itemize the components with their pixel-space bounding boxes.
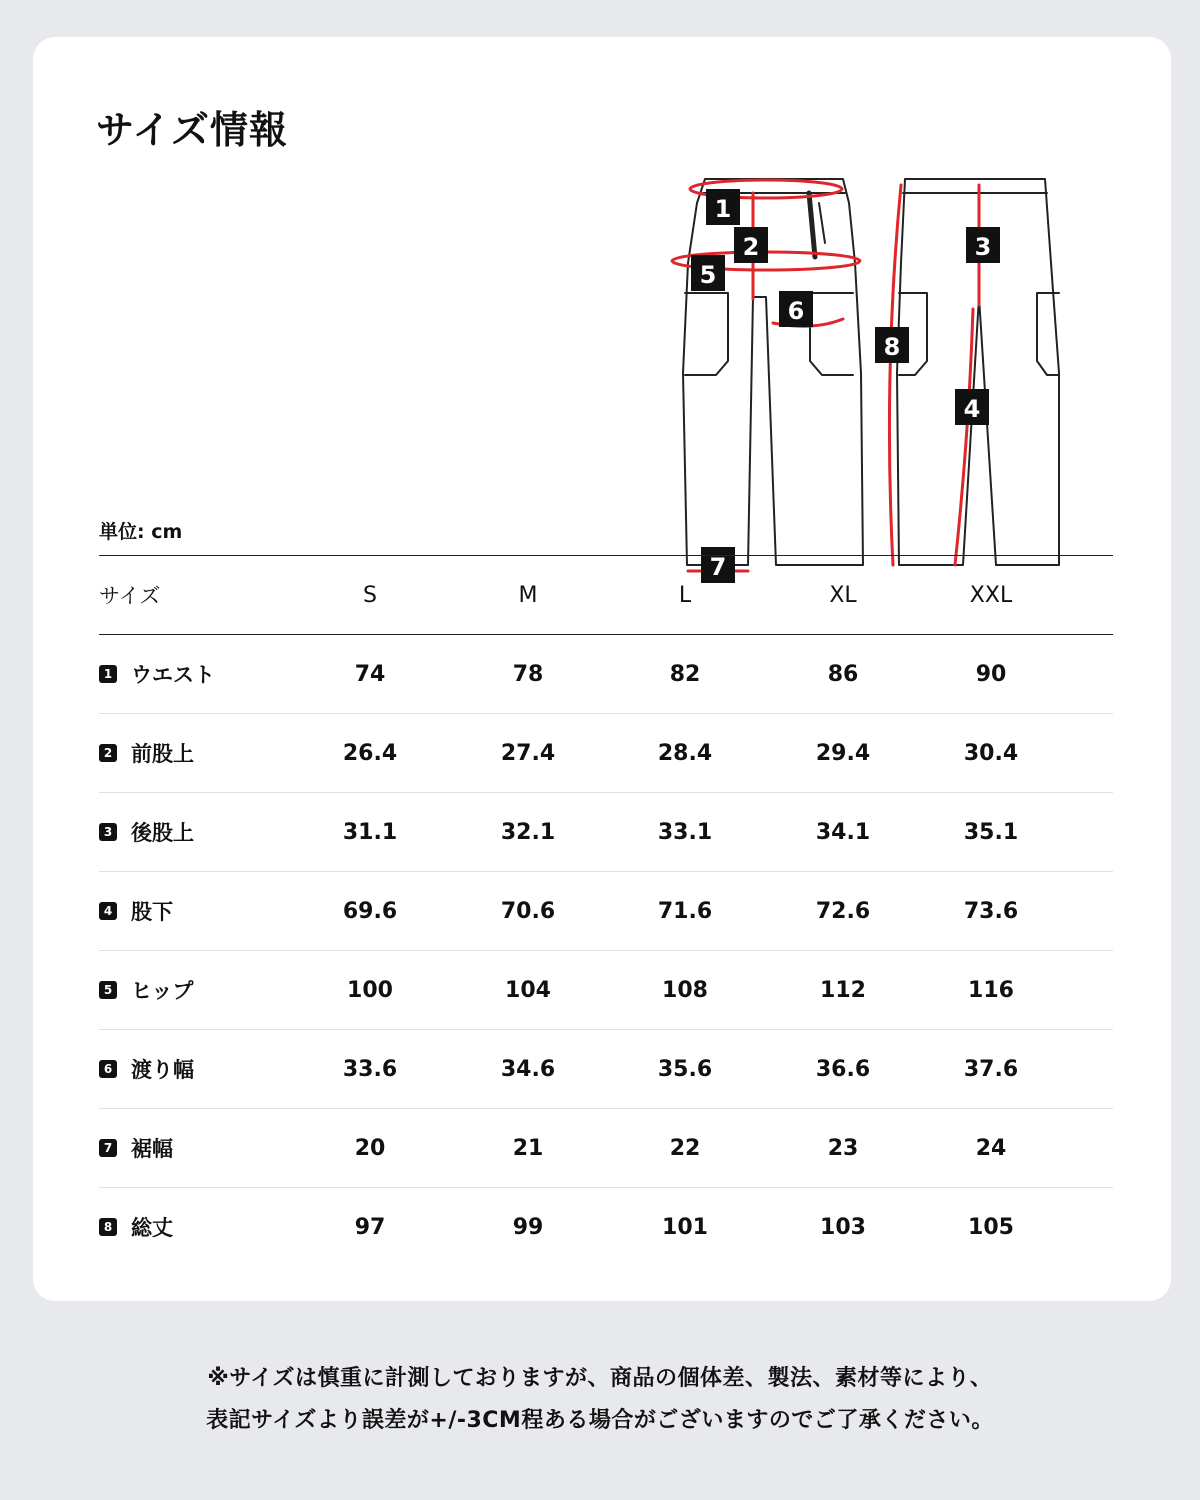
row-number-badge: 2 — [99, 744, 117, 762]
table-row — [99, 1030, 1113, 1109]
table-cell: 36.6 — [815, 1056, 871, 1082]
row-label: 総丈 — [131, 1216, 173, 1240]
row-number-badge: 4 — [99, 902, 117, 920]
row-number-badge: 6 — [99, 1060, 117, 1078]
disclaimer-line-1: ※サイズは慎重に計測しておりますが、商品の個体差、製法、素材等により、 — [207, 1366, 993, 1391]
table-cell: 20 — [354, 1135, 386, 1161]
table-cell: 35.1 — [963, 819, 1019, 845]
header-size-xxl: XXL — [969, 582, 1013, 608]
table-row — [99, 1109, 1113, 1188]
table-row — [99, 1188, 1113, 1266]
table-cell: 78 — [512, 661, 544, 687]
table-row — [99, 635, 1113, 714]
disclaimer-line-2: 表記サイズより誤差が+/-3CM程ある場合がございますのでご了承ください。 — [206, 1408, 994, 1433]
header-size-l: L — [678, 582, 692, 608]
marker-5: 5 — [699, 261, 717, 289]
header-size-xl: XL — [829, 582, 857, 608]
table-cell: 101 — [662, 1214, 708, 1240]
table-cell: 29.4 — [815, 740, 871, 766]
marker-2: 2 — [742, 233, 760, 261]
table-cell: 31.1 — [342, 819, 398, 845]
row-number-badge: 7 — [99, 1139, 117, 1157]
table-cell: 97 — [354, 1214, 386, 1240]
table-cell: 116 — [968, 977, 1014, 1003]
marker-8: 8 — [883, 333, 901, 361]
table-cell: 27.4 — [500, 740, 556, 766]
table-cell: 28.4 — [657, 740, 713, 766]
row-label: 裾幅 — [131, 1137, 173, 1161]
marker-7: 7 — [709, 553, 727, 581]
table-cell: 105 — [968, 1214, 1014, 1240]
table-cell: 74 — [354, 661, 386, 687]
pants-measurement-diagram — [633, 133, 1073, 581]
table-cell: 104 — [505, 977, 551, 1003]
table-cell: 34.1 — [815, 819, 871, 845]
unit-label: 単位: cm — [99, 521, 183, 543]
measure-markers — [691, 189, 1000, 583]
table-row — [99, 872, 1113, 951]
front-right-pocket — [810, 293, 853, 375]
table-cell: 99 — [512, 1214, 544, 1240]
table-cell: 69.6 — [342, 898, 398, 924]
table-cell: 22 — [669, 1135, 701, 1161]
table-cell: 90 — [975, 661, 1007, 687]
table-cell: 82 — [669, 661, 701, 687]
row-label: 前股上 — [131, 742, 194, 766]
table-cell: 108 — [662, 977, 708, 1003]
table-cell: 34.6 — [500, 1056, 556, 1082]
size-table — [99, 555, 1113, 1266]
front-left-pocket — [685, 293, 728, 375]
table-cell: 103 — [820, 1214, 866, 1240]
row-label: ヒップ — [131, 979, 194, 1003]
table-cell: 24 — [975, 1135, 1007, 1161]
front-pants-outline — [683, 179, 863, 565]
table-cell: 21 — [512, 1135, 544, 1161]
table-cell: 32.1 — [500, 819, 556, 845]
header-size-s: S — [363, 582, 377, 608]
row-number-badge: 1 — [99, 665, 117, 683]
header-size-m: M — [518, 582, 538, 608]
table-cell: 73.6 — [963, 898, 1019, 924]
table-cell: 86 — [827, 661, 859, 687]
table-cell: 33.6 — [342, 1056, 398, 1082]
table-cell: 26.4 — [342, 740, 398, 766]
table-row — [99, 714, 1113, 793]
table-cell: 70.6 — [500, 898, 556, 924]
table-cell: 72.6 — [815, 898, 871, 924]
row-number-badge: 3 — [99, 823, 117, 841]
table-cell: 112 — [820, 977, 866, 1003]
table-cell: 33.1 — [657, 819, 713, 845]
belt-strap — [809, 193, 815, 257]
table-cell: 35.6 — [657, 1056, 713, 1082]
row-label: 渡り幅 — [131, 1058, 194, 1082]
page-title: サイズ情報 — [96, 108, 288, 152]
marker-1: 1 — [714, 195, 732, 223]
marker-3: 3 — [974, 233, 992, 261]
marker-6: 6 — [787, 297, 805, 325]
row-label: 後股上 — [131, 821, 194, 845]
table-row — [99, 793, 1113, 872]
table-cell: 30.4 — [963, 740, 1019, 766]
table-header-row — [99, 556, 1113, 635]
front-zipper-pocket — [819, 203, 825, 243]
table-cell: 100 — [347, 977, 393, 1003]
row-number-badge: 8 — [99, 1218, 117, 1236]
size-info-card — [33, 37, 1171, 1301]
table-row — [99, 951, 1113, 1030]
table-cell: 71.6 — [657, 898, 713, 924]
row-label: 股下 — [131, 900, 173, 924]
disclaimer-note — [0, 1358, 1200, 1442]
marker-4: 4 — [963, 395, 981, 423]
table-cell: 37.6 — [963, 1056, 1019, 1082]
row-label: ウエスト — [131, 663, 215, 687]
header-size-label: サイズ — [99, 584, 161, 608]
row-number-badge: 5 — [99, 981, 117, 999]
table-cell: 23 — [827, 1135, 859, 1161]
